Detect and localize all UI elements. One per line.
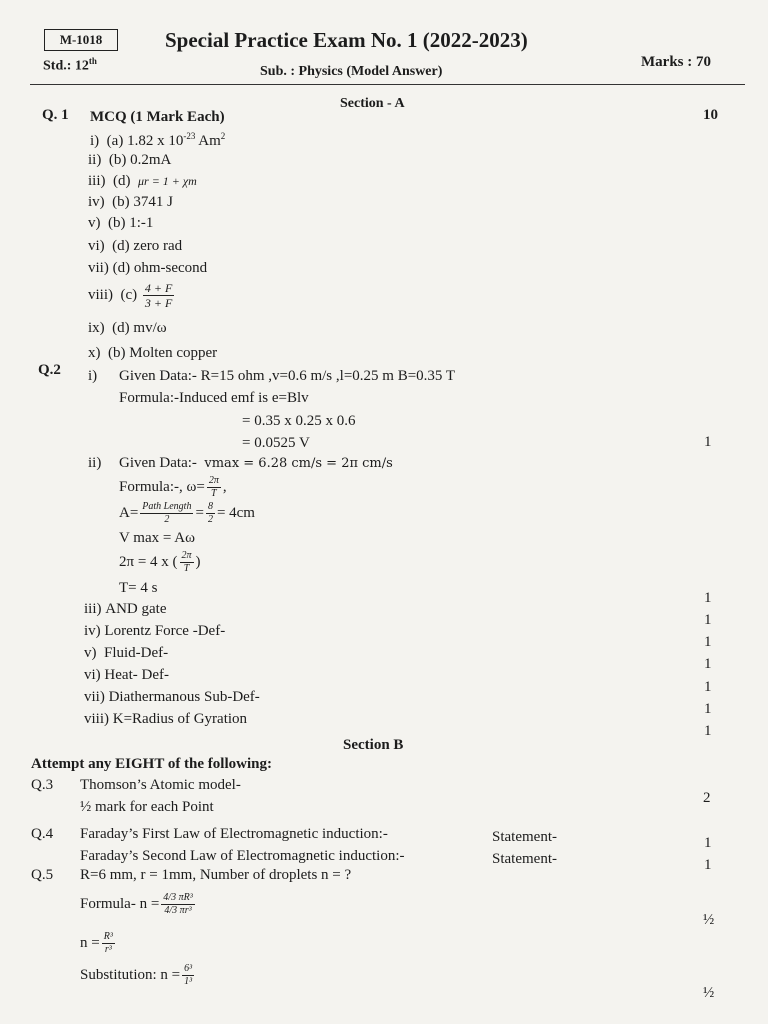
q4-line: Faraday’s First Law of Electromagnetic induction:- bbox=[80, 826, 388, 842]
q3-line: ½ mark for each Point bbox=[80, 799, 214, 815]
mark: 1 bbox=[704, 612, 712, 628]
fraction: $\frac{\text{6³}}{\text{1³}}$ bbox=[184, 963, 193, 987]
q5-ratio: n = $\frac{\text{R³}}{\text{r³}}$ bbox=[80, 931, 113, 955]
q2-item: vii) Diathermanous Sub-Def- bbox=[84, 689, 260, 705]
q1-item: iii) (d) μr = 1 + χm bbox=[88, 173, 197, 189]
total-marks: Marks : 70 bbox=[641, 54, 711, 70]
section-a-title: Section - A bbox=[340, 96, 405, 111]
paper-code: M-1018 bbox=[59, 32, 103, 47]
q2-item: vi) Heat- Def- bbox=[84, 667, 169, 683]
q1-marks: 10 bbox=[703, 107, 718, 123]
mark: 1 bbox=[704, 679, 712, 695]
fraction: $\frac{2\pi}{T}$ bbox=[208, 475, 219, 499]
q2-item: iii) AND gate bbox=[84, 601, 167, 617]
q1-item: v) (b) 1:-1 bbox=[88, 215, 154, 231]
q4-line: Faraday’s Second Law of Electromagnetic induction:- bbox=[80, 848, 405, 864]
q1-heading: MCQ (1 Mark Each) bbox=[90, 109, 225, 125]
fraction: $\frac{\text{4/3 πR³}}{\text{4/3 πr³}}$ bbox=[163, 892, 193, 916]
q2-i-step: = 0.0525 V bbox=[242, 435, 310, 451]
exam-title: Special Practice Exam No. 1 (2022-2023) bbox=[165, 28, 528, 52]
fraction: $\frac{2\pi}{T}$ bbox=[181, 550, 192, 574]
q1-item: viii) (c) $\frac{4 + F}{3 + F}$ bbox=[88, 281, 173, 310]
q2-ii-num: ii) bbox=[88, 455, 102, 471]
q4-tag: Statement- bbox=[492, 851, 557, 867]
q1-item: x) (b) Molten copper bbox=[88, 345, 218, 361]
q2-i-num: i) bbox=[88, 368, 98, 384]
q1-item: iv) (b) 3741 J bbox=[88, 194, 173, 210]
header-divider bbox=[30, 84, 745, 85]
mark: 1 bbox=[704, 723, 712, 739]
q2-ii-formula: Formula:-, ω= $\frac{2\pi}{T}$ , bbox=[119, 475, 227, 499]
q2-ii-given: Given Data:- vmax = 6.28 cm/s = 2π cm/s bbox=[119, 455, 393, 471]
q5-formula: Formula- n = $\frac{\text{4/3 πR³}}{\text{4/3 πr³}}$ bbox=[80, 892, 193, 916]
q1-label: Q. 1 bbox=[42, 107, 69, 123]
q5-label: Q.5 bbox=[31, 867, 54, 883]
q4-tag: Statement- bbox=[492, 829, 557, 845]
q4-label: Q.4 bbox=[31, 826, 54, 842]
q1-item: vii) (d) ohm-second bbox=[88, 260, 208, 276]
mark: 1 bbox=[704, 835, 712, 851]
mark: 1 bbox=[704, 857, 712, 873]
mark: 1 bbox=[704, 656, 712, 672]
mark: 1 bbox=[704, 434, 712, 450]
q1-item: i) (a) 1.82 x $10^{-23}$ Am$^2$ bbox=[90, 131, 226, 149]
q3-line: Thomson’s Atomic model- bbox=[80, 777, 241, 793]
section-b-instruction: Attempt any EIGHT of the following: bbox=[31, 756, 272, 772]
q2-i-step: = 0.35 x 0.25 x 0.6 bbox=[242, 413, 356, 429]
q2-ii-amplitude: A= $\frac{\text{Path Length}}{2}$ = $\frac{8}{2}$ = 4cm bbox=[119, 501, 255, 525]
fraction: $\frac{\text{R³}}{\text{r³}}$ bbox=[103, 931, 113, 955]
q2-ii-result: T= 4 s bbox=[119, 580, 158, 596]
q2-ii-equation: 2π = 4 x ( $\frac{2\pi}{T}$ ) bbox=[119, 550, 201, 574]
q1-item: vi) (d) zero rad bbox=[88, 238, 183, 254]
standard-label: Std.: 12th bbox=[43, 56, 97, 74]
mark: 2 bbox=[703, 790, 711, 806]
fraction: $\frac{8}{2}$ bbox=[207, 501, 213, 525]
q5-substitution: Substitution: n = $\frac{\text{6³}}{\text{1³}}$ bbox=[80, 963, 193, 987]
mark: 1 bbox=[704, 590, 712, 606]
q3-label: Q.3 bbox=[31, 777, 54, 793]
q2-i-formula: Formula:-Induced emf is e=Blv bbox=[119, 390, 309, 406]
q2-item: iv) Lorentz Force -Def- bbox=[84, 623, 226, 639]
mark: 1 bbox=[704, 634, 712, 650]
fraction: $\frac{\text{Path Length}}{2}$ bbox=[142, 501, 192, 525]
q2-item: v) Fluid-Def- bbox=[84, 645, 169, 661]
q5-given: R=6 mm, r = 1mm, Number of droplets n = ? bbox=[80, 867, 352, 883]
section-b-title: Section B bbox=[343, 737, 404, 753]
mark: ½ bbox=[703, 912, 715, 928]
q1-item: ix) (d) mv/ω bbox=[88, 320, 167, 336]
q2-ii-vmax: V max = Aω bbox=[119, 530, 195, 546]
fraction: $\frac{4 + F}{3 + F}$ bbox=[144, 281, 173, 310]
q2-item: viii) K=Radius of Gyration bbox=[84, 711, 248, 727]
q2-label: Q.2 bbox=[38, 362, 61, 378]
subject-label: Sub. : Physics (Model Answer) bbox=[260, 64, 443, 79]
mark: ½ bbox=[703, 985, 715, 1001]
mark: 1 bbox=[704, 701, 712, 717]
q2-i-given: Given Data:- R=15 ohm ,v=0.6 m/s ,l=0.25 m B=0.35 T bbox=[119, 368, 456, 384]
paper-code-box bbox=[44, 29, 118, 51]
q1-item: ii) (b) 0.2mA bbox=[88, 152, 172, 168]
